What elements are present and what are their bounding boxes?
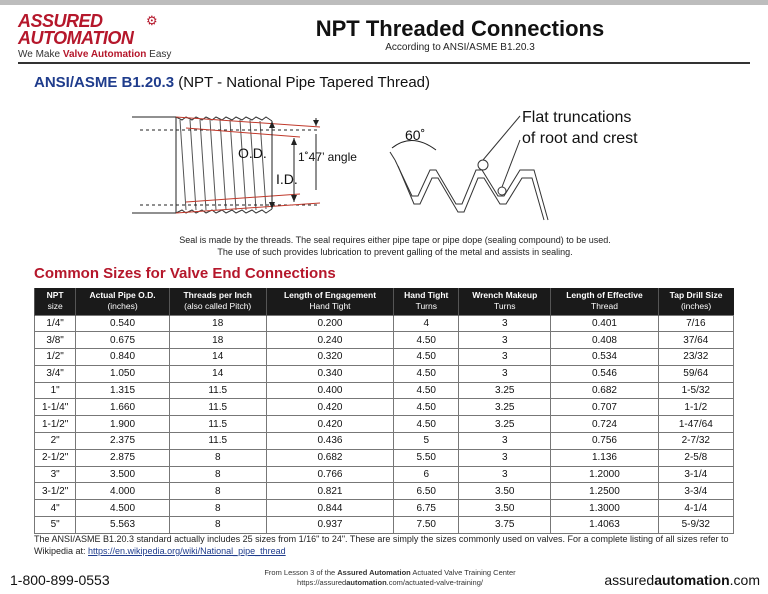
table-cell: 4.50 <box>394 416 459 433</box>
table-cell: 3 <box>459 332 551 349</box>
table-cell: 4.500 <box>76 500 170 517</box>
table-cell: 6.75 <box>394 500 459 517</box>
table-cell: 8 <box>169 517 266 534</box>
table-cell: 11.5 <box>169 433 266 450</box>
table-cell: 3.25 <box>459 382 551 399</box>
wikipedia-link[interactable]: https://en.wikipedia.org/wiki/National_pipe_thread <box>88 546 286 556</box>
table-cell: 1-1/2 <box>658 399 733 416</box>
table-cell: 5 <box>394 433 459 450</box>
column-header: Length of Engagement Hand Tight <box>266 288 394 315</box>
table-cell: 3-3/4 <box>658 483 733 500</box>
table-row <box>35 332 734 349</box>
table-cell: 3.500 <box>76 466 170 483</box>
table-cell: 3.75 <box>459 517 551 534</box>
column-header: Hand Tight Turns <box>394 288 459 315</box>
table-cell: 0.240 <box>266 332 394 349</box>
table-cell: 2.875 <box>76 449 170 466</box>
table-cell: 1.2000 <box>551 466 658 483</box>
phone-number: 1-800-899-0553 <box>10 572 110 588</box>
table-cell: 1.2500 <box>551 483 658 500</box>
table-cell: 3/8" <box>35 332 76 349</box>
table-cell: 59/64 <box>658 365 733 382</box>
table-cell: 0.682 <box>551 382 658 399</box>
table-cell: 1-1/4" <box>35 399 76 416</box>
table-cell: 0.546 <box>551 365 658 382</box>
column-header: Actual Pipe O.D. (inches) <box>76 288 170 315</box>
table-row <box>35 382 734 399</box>
table-cell: 2-5/8 <box>658 449 733 466</box>
table-cell: 1-47/64 <box>658 416 733 433</box>
table-cell: 23/32 <box>658 349 733 366</box>
table-cell: 4.000 <box>76 483 170 500</box>
table-cell: 4.50 <box>394 365 459 382</box>
table-cell: 1.660 <box>76 399 170 416</box>
table-cell: 4" <box>35 500 76 517</box>
table-cell: 4.50 <box>394 349 459 366</box>
table-cell: 0.756 <box>551 433 658 450</box>
table-cell: 0.937 <box>266 517 394 534</box>
table-cell: 2.375 <box>76 433 170 450</box>
column-header: NPT size <box>35 288 76 315</box>
column-header: Threads per Inch (also called Pitch) <box>169 288 266 315</box>
table-row <box>35 399 734 416</box>
column-header: Length of Effective Thread <box>551 288 658 315</box>
section-heading-common-sizes: Common Sizes for Valve End Connections <box>34 265 336 282</box>
table-cell: 0.340 <box>266 365 394 382</box>
table-cell: 3/4" <box>35 365 76 382</box>
table-cell: 1/4" <box>35 315 76 332</box>
table-cell: 5-9/32 <box>658 517 733 534</box>
logo-tagline: We Make Valve Automation Easy <box>18 49 172 60</box>
table-cell: 5.50 <box>394 449 459 466</box>
table-cell: 8 <box>169 466 266 483</box>
table-cell: 1.136 <box>551 449 658 466</box>
table-cell: 1.3000 <box>551 500 658 517</box>
table-cell: 0.821 <box>266 483 394 500</box>
table-cell: 0.400 <box>266 382 394 399</box>
table-row <box>35 416 734 433</box>
logo-line1: ASSURED <box>18 11 103 31</box>
table-cell: 7.50 <box>394 517 459 534</box>
table-cell: 0.436 <box>266 433 394 450</box>
table-body <box>35 315 734 533</box>
table-cell: 8 <box>169 500 266 517</box>
table-cell: 11.5 <box>169 399 266 416</box>
seal-note <box>120 234 670 258</box>
table-cell: 0.540 <box>76 315 170 332</box>
table-cell: 0.401 <box>551 315 658 332</box>
table-cell: 8 <box>169 483 266 500</box>
table-cell: 0.724 <box>551 416 658 433</box>
table-cell: 1-1/2" <box>35 416 76 433</box>
id-label: I.D. <box>276 171 298 187</box>
table-cell: 4.50 <box>394 399 459 416</box>
footnote-text: The ANSI/ASME B1.20.3 standard actually includes 25 sizes from 1/16" to 24". These are simply the sizes commonly used on valves. For a complete listing of all sizes refer to Wikipedia at: <box>34 534 729 556</box>
flat-truncation-label-2: of root and crest <box>522 130 638 147</box>
column-header: Tap Drill Size (inches) <box>658 288 733 315</box>
table-cell: 4.50 <box>394 382 459 399</box>
table-cell: 1.315 <box>76 382 170 399</box>
table-cell: 3 <box>459 449 551 466</box>
table-cell: 3.50 <box>459 483 551 500</box>
thread-diagram <box>0 0 768 240</box>
table-row <box>35 449 734 466</box>
table-cell: 0.707 <box>551 399 658 416</box>
table-cell: 14 <box>169 365 266 382</box>
table-cell: 3-1/2" <box>35 483 76 500</box>
table-cell: 0.420 <box>266 416 394 433</box>
table-cell: 3 <box>459 315 551 332</box>
table-cell: 3 <box>459 466 551 483</box>
npt-sizes-table <box>34 288 734 534</box>
page-subtitle: According to ANSI/ASME B1.20.3 <box>385 42 535 53</box>
pipe-drawing <box>132 117 320 213</box>
seal-note-line2: The use of such provides lubrication to prevent galling of the metal and assists in sealing. <box>217 247 573 257</box>
table-cell: 1.900 <box>76 416 170 433</box>
table-cell: 37/64 <box>658 332 733 349</box>
table-row <box>35 365 734 382</box>
table-cell: 3-1/4 <box>658 466 733 483</box>
table-cell: 7/16 <box>658 315 733 332</box>
thread-angle-label: 60˚ <box>405 127 426 143</box>
table-cell: 2-1/2" <box>35 449 76 466</box>
table-cell: 0.840 <box>76 349 170 366</box>
lesson-url[interactable]: https://assuredautomation.com/actuated-valve-training/ <box>297 577 483 587</box>
table-cell: 0.766 <box>266 466 394 483</box>
table-cell: 4.50 <box>394 332 459 349</box>
table-cell: 14 <box>169 349 266 366</box>
table-row <box>35 483 734 500</box>
table-cell: 0.534 <box>551 349 658 366</box>
od-label: O.D. <box>238 145 267 161</box>
table-row <box>35 315 734 332</box>
section-heading-standard: ANSI/ASME B1.20.3 (NPT - National Pipe Tapered Thread) <box>34 74 431 91</box>
table-cell: 3.25 <box>459 399 551 416</box>
table-cell: 0.682 <box>266 449 394 466</box>
table-cell: 0.675 <box>76 332 170 349</box>
table-cell: 0.420 <box>266 399 394 416</box>
flat-truncation-label-1: Flat truncations <box>522 109 632 126</box>
table-cell: 3 <box>459 365 551 382</box>
table-header-row <box>35 288 734 315</box>
table-cell: 0.408 <box>551 332 658 349</box>
table-cell: 4-1/4 <box>658 500 733 517</box>
table-cell: 1" <box>35 382 76 399</box>
table-cell: 1/2" <box>35 349 76 366</box>
table-row <box>35 500 734 517</box>
logo-line2: AUTOMATION <box>18 28 134 48</box>
footnote <box>34 533 744 557</box>
table-cell: 3" <box>35 466 76 483</box>
table-cell: 2" <box>35 433 76 450</box>
table-cell: 3.25 <box>459 416 551 433</box>
table-cell: 11.5 <box>169 416 266 433</box>
table-row <box>35 349 734 366</box>
page-title: NPT Threaded Connections <box>315 16 605 41</box>
table-cell: 6 <box>394 466 459 483</box>
table-cell: 3.50 <box>459 500 551 517</box>
table-cell: 1-5/32 <box>658 382 733 399</box>
column-header: Wrench Makeup Turns <box>459 288 551 315</box>
table-cell: 0.200 <box>266 315 394 332</box>
angle-label: 1˚47’ angle <box>298 150 357 164</box>
website-link[interactable]: assuredautomation.com <box>604 572 760 588</box>
table-row <box>35 433 734 450</box>
lesson-credit: From Lesson 3 of the Assured Automation Actuated Valve Training Center https://assuredautomation.com/actuated-valve-training/ <box>230 568 550 587</box>
table-cell: 4 <box>394 315 459 332</box>
table-cell: 3 <box>459 349 551 366</box>
table-cell: 1.050 <box>76 365 170 382</box>
table-cell: 2-7/32 <box>658 433 733 450</box>
table-cell: 1.4063 <box>551 517 658 534</box>
table-cell: 0.844 <box>266 500 394 517</box>
table-cell: 8 <box>169 449 266 466</box>
table-cell: 5.563 <box>76 517 170 534</box>
gear-icon: ⚙ <box>146 13 158 28</box>
table-cell: 3 <box>459 433 551 450</box>
table-row <box>35 517 734 534</box>
table-cell: 6.50 <box>394 483 459 500</box>
table-cell: 5" <box>35 517 76 534</box>
seal-note-line1: Seal is made by the threads. The seal requires either pipe tape or pipe dope (sealing compound) to be used. <box>179 235 611 245</box>
table-cell: 0.320 <box>266 349 394 366</box>
table-cell: 18 <box>169 332 266 349</box>
table-cell: 11.5 <box>169 382 266 399</box>
table-cell: 18 <box>169 315 266 332</box>
table-row <box>35 466 734 483</box>
